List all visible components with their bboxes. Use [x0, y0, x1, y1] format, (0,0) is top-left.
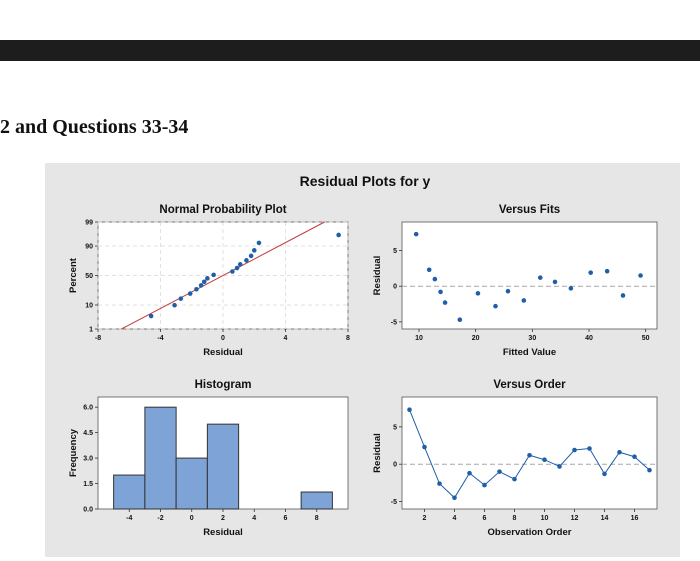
order-point-6 — [497, 469, 502, 474]
normal-point-2 — [179, 296, 184, 301]
normal-point-0 — [149, 314, 154, 319]
order-xtick-label-4: 10 — [540, 515, 549, 522]
normal-xtick-label-2: 0 — [221, 335, 225, 342]
normal-ytick-label-1: 10 — [85, 302, 93, 310]
normal-point-14 — [252, 248, 257, 253]
fits-point-6 — [476, 291, 481, 296]
order-ytick-label-1: 0 — [393, 461, 397, 469]
fits-point-12 — [569, 286, 574, 291]
histogram-xtick-label-6: 8 — [314, 515, 319, 522]
normal-probability-plot — [68, 204, 350, 358]
normal-xtick-label-4: 8 — [346, 335, 350, 342]
fits-point-14 — [605, 269, 610, 274]
order-point-8 — [527, 453, 532, 458]
fits-xtick-label-2: 30 — [528, 335, 537, 342]
fits-plot-area — [402, 222, 657, 329]
order-point-5 — [482, 483, 487, 488]
fits-ylabel: Residual — [372, 255, 383, 296]
fits-xtick-label-1: 20 — [471, 335, 480, 342]
order-title: Versus Order — [493, 379, 566, 391]
order-ytick-label-2: 5 — [393, 424, 397, 432]
versus-order-plot — [372, 379, 657, 538]
histogram-bar-2 — [176, 458, 207, 509]
normal-ylabel: Percent — [68, 258, 79, 293]
normal-ytick-label-4: 99 — [85, 219, 93, 227]
histogram-ytick-label-0: 0.0 — [83, 506, 93, 514]
normal-xtick-label-0: -8 — [94, 335, 102, 342]
order-point-10 — [557, 464, 562, 469]
fits-point-2 — [433, 277, 438, 282]
normal-xtick-label-1: -4 — [157, 335, 164, 342]
fits-point-7 — [493, 304, 498, 309]
fits-point-10 — [538, 275, 543, 280]
normal-point-3 — [188, 291, 193, 296]
histogram-ytick-label-4: 6.0 — [83, 404, 93, 412]
order-xtick-label-5: 12 — [570, 515, 579, 522]
fits-point-8 — [506, 289, 511, 294]
residual-plots-figure — [45, 163, 680, 557]
normal-point-16 — [336, 233, 341, 238]
order-point-12 — [587, 446, 592, 451]
fits-point-13 — [588, 270, 593, 275]
fits-point-15 — [621, 293, 626, 298]
order-point-14 — [617, 450, 622, 455]
fits-point-3 — [438, 290, 443, 295]
histogram-xtick-label-4: 4 — [252, 515, 257, 522]
residual-plots-svg — [45, 163, 680, 557]
fits-ytick-label-2: 5 — [393, 248, 397, 256]
normal-ytick-label-2: 50 — [85, 273, 93, 280]
histogram-ytick-label-1: 1.5 — [83, 481, 93, 489]
histogram-ytick-label-2: 3.0 — [83, 455, 93, 463]
order-point-3 — [452, 496, 457, 501]
normal-ytick-label-3: 90 — [85, 243, 93, 251]
histogram-title: Histogram — [194, 379, 252, 391]
histogram-bar-3 — [207, 424, 238, 509]
fits-xlabel: Fitted Value — [502, 347, 557, 358]
order-ylabel: Residual — [372, 433, 383, 473]
order-point-16 — [647, 468, 652, 473]
normal-xlabel: Residual — [203, 347, 243, 358]
histogram-xlabel: Residual — [203, 527, 243, 538]
fits-xtick-label-0: 10 — [415, 335, 423, 342]
order-xtick-label-1: 4 — [452, 515, 457, 522]
fits-point-9 — [522, 298, 527, 303]
order-ytick-label-0: -5 — [390, 499, 397, 507]
histogram-plot — [68, 379, 348, 538]
order-point-11 — [572, 448, 577, 453]
main-title: Residual Plots for y — [299, 173, 431, 189]
order-xtick-label-2: 6 — [482, 515, 487, 522]
histogram-xtick-label-0: -4 — [126, 515, 133, 522]
order-xtick-label-7: 16 — [630, 515, 639, 522]
fits-point-1 — [427, 267, 432, 272]
order-point-15 — [632, 454, 637, 459]
fits-point-4 — [443, 300, 448, 305]
normal-xtick-label-3: 4 — [283, 335, 288, 342]
normal-point-13 — [249, 254, 254, 259]
histogram-bar-1 — [145, 407, 176, 509]
histogram-bar-6 — [301, 492, 332, 509]
page-heading: 2 and Questions 33-34 — [0, 116, 189, 138]
normal-point-10 — [235, 266, 240, 271]
normal-title: Normal Probability Plot — [159, 204, 287, 216]
fits-xtick-label-4: 50 — [641, 335, 650, 342]
histogram-bar-0 — [114, 475, 145, 509]
normal-ytick-label-0: 1 — [89, 326, 93, 334]
fits-title: Versus Fits — [498, 204, 561, 216]
fits-point-11 — [553, 280, 558, 285]
normal-point-12 — [244, 258, 249, 263]
order-point-1 — [422, 445, 427, 450]
order-point-9 — [542, 457, 547, 462]
fits-point-5 — [458, 317, 463, 322]
normal-point-11 — [238, 262, 243, 267]
order-point-2 — [437, 481, 442, 486]
histogram-xtick-label-2: 0 — [189, 515, 194, 522]
fits-ytick-label-0: -5 — [390, 319, 397, 327]
order-xtick-label-6: 14 — [600, 515, 609, 522]
normal-point-6 — [202, 280, 207, 285]
fits-xtick-label-3: 40 — [585, 335, 593, 342]
normal-point-5 — [199, 283, 204, 288]
normal-point-7 — [205, 276, 210, 281]
order-point-13 — [602, 472, 607, 477]
order-xlabel: Observation Order — [487, 527, 572, 538]
fits-point-0 — [414, 232, 419, 237]
histogram-xtick-label-5: 6 — [283, 515, 288, 522]
normal-point-4 — [194, 287, 199, 292]
order-xtick-label-3: 8 — [512, 515, 517, 522]
normal-point-1 — [172, 303, 177, 308]
order-xtick-label-0: 2 — [422, 515, 427, 522]
top-bar — [0, 40, 700, 61]
order-point-4 — [467, 471, 472, 476]
versus-fits-plot — [372, 204, 657, 358]
normal-point-9 — [230, 269, 235, 274]
normal-point-15 — [257, 241, 262, 246]
order-point-7 — [512, 477, 517, 482]
fits-point-16 — [638, 273, 643, 278]
histogram-xtick-label-3: 2 — [221, 515, 225, 522]
histogram-ytick-label-3: 4.5 — [83, 430, 93, 438]
fits-ytick-label-1: 0 — [393, 283, 397, 291]
histogram-xtick-label-1: -2 — [157, 515, 164, 522]
histogram-ylabel: Frequency — [68, 428, 79, 478]
normal-point-8 — [211, 273, 216, 278]
order-point-0 — [407, 407, 412, 412]
